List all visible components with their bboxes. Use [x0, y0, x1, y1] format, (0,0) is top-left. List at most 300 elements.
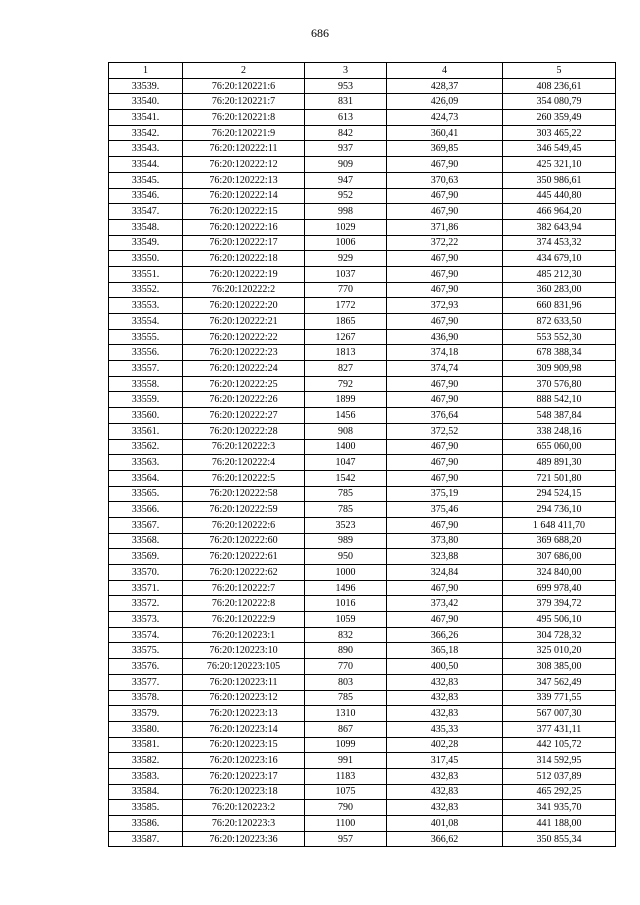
area-cell: 1899 — [305, 392, 387, 408]
rate-cell: 366,26 — [387, 627, 503, 643]
table-row — [109, 502, 616, 518]
row-number-cell: 33548. — [109, 219, 183, 235]
area-cell: 1183 — [305, 768, 387, 784]
area-cell: 1100 — [305, 816, 387, 832]
value-cell: 360 283,00 — [503, 282, 616, 298]
value-cell: 512 037,89 — [503, 768, 616, 784]
value-cell: 441 188,00 — [503, 816, 616, 832]
rate-cell: 375,46 — [387, 502, 503, 518]
cadastral-number-cell: 76:20:120223:12 — [183, 690, 305, 706]
cadastral-number-cell: 76:20:120222:15 — [183, 204, 305, 220]
value-cell: 347 562,49 — [503, 674, 616, 690]
row-number-cell: 33559. — [109, 392, 183, 408]
area-cell: 1059 — [305, 612, 387, 628]
value-cell: 382 643,94 — [503, 219, 616, 235]
area-cell: 785 — [305, 486, 387, 502]
rate-cell: 365,18 — [387, 643, 503, 659]
row-number-cell: 33555. — [109, 329, 183, 345]
cadastral-number-cell: 76:20:120223:36 — [183, 831, 305, 847]
area-cell: 842 — [305, 125, 387, 141]
table-row — [109, 376, 616, 392]
registry-table — [108, 62, 616, 847]
rate-cell: 424,73 — [387, 110, 503, 126]
row-number-cell: 33547. — [109, 204, 183, 220]
row-number-cell: 33543. — [109, 141, 183, 157]
rate-cell: 467,90 — [387, 470, 503, 486]
cadastral-number-cell: 76:20:120222:21 — [183, 314, 305, 330]
area-cell: 929 — [305, 251, 387, 267]
table-row — [109, 816, 616, 832]
row-number-cell: 33560. — [109, 408, 183, 424]
cadastral-number-cell: 76:20:120221:9 — [183, 125, 305, 141]
rate-cell: 432,83 — [387, 768, 503, 784]
cadastral-number-cell: 76:20:120221:7 — [183, 94, 305, 110]
area-cell: 1400 — [305, 439, 387, 455]
cadastral-number-cell: 76:20:120222:24 — [183, 361, 305, 377]
rate-cell: 374,74 — [387, 361, 503, 377]
rate-cell: 432,83 — [387, 706, 503, 722]
row-number-cell: 33557. — [109, 361, 183, 377]
value-cell: 324 840,00 — [503, 565, 616, 581]
column-header-3: 3 — [305, 63, 387, 79]
rate-cell: 467,90 — [387, 266, 503, 282]
row-number-cell: 33565. — [109, 486, 183, 502]
value-cell: 338 248,16 — [503, 423, 616, 439]
table-row — [109, 298, 616, 314]
value-cell: 888 542,10 — [503, 392, 616, 408]
value-cell: 308 385,00 — [503, 659, 616, 675]
cadastral-number-cell: 76:20:120223:2 — [183, 800, 305, 816]
area-cell: 1099 — [305, 737, 387, 753]
table-row — [109, 439, 616, 455]
area-cell: 908 — [305, 423, 387, 439]
cadastral-number-cell: 76:20:120222:11 — [183, 141, 305, 157]
rate-cell: 436,90 — [387, 329, 503, 345]
table-row — [109, 172, 616, 188]
cadastral-number-cell: 76:20:120223:13 — [183, 706, 305, 722]
area-cell: 1772 — [305, 298, 387, 314]
rate-cell: 432,83 — [387, 674, 503, 690]
rate-cell: 432,83 — [387, 690, 503, 706]
table-row — [109, 345, 616, 361]
value-cell: 408 236,61 — [503, 78, 616, 94]
table-row — [109, 78, 616, 94]
value-cell: 379 394,72 — [503, 596, 616, 612]
rate-cell: 375,19 — [387, 486, 503, 502]
row-number-cell: 33549. — [109, 235, 183, 251]
row-number-cell: 33544. — [109, 157, 183, 173]
table-row — [109, 157, 616, 173]
area-cell: 1016 — [305, 596, 387, 612]
rate-cell: 372,52 — [387, 423, 503, 439]
cadastral-number-cell: 76:20:120221:6 — [183, 78, 305, 94]
cadastral-number-cell: 76:20:120223:105 — [183, 659, 305, 675]
table-row — [109, 188, 616, 204]
area-cell: 989 — [305, 533, 387, 549]
table-row — [109, 204, 616, 220]
area-cell: 953 — [305, 78, 387, 94]
area-cell: 832 — [305, 627, 387, 643]
value-cell: 489 891,30 — [503, 455, 616, 471]
value-cell: 370 576,80 — [503, 376, 616, 392]
rate-cell: 467,90 — [387, 204, 503, 220]
table-row — [109, 596, 616, 612]
table-row — [109, 784, 616, 800]
cadastral-number-cell: 76:20:120222:6 — [183, 517, 305, 533]
area-cell: 1267 — [305, 329, 387, 345]
cadastral-number-cell: 76:20:120222:25 — [183, 376, 305, 392]
rate-cell: 400,50 — [387, 659, 503, 675]
table-row — [109, 721, 616, 737]
table-row — [109, 219, 616, 235]
value-cell: 872 633,50 — [503, 314, 616, 330]
area-cell: 952 — [305, 188, 387, 204]
value-cell: 294 524,15 — [503, 486, 616, 502]
table-row — [109, 659, 616, 675]
value-cell: 465 292,25 — [503, 784, 616, 800]
value-cell: 260 359,49 — [503, 110, 616, 126]
row-number-cell: 33542. — [109, 125, 183, 141]
value-cell: 303 465,22 — [503, 125, 616, 141]
column-header-2: 2 — [183, 63, 305, 79]
rate-cell: 467,90 — [387, 455, 503, 471]
cadastral-number-cell: 76:20:120222:23 — [183, 345, 305, 361]
table-row — [109, 110, 616, 126]
row-number-cell: 33566. — [109, 502, 183, 518]
row-number-cell: 33545. — [109, 172, 183, 188]
cadastral-number-cell: 76:20:120223:1 — [183, 627, 305, 643]
row-number-cell: 33553. — [109, 298, 183, 314]
value-cell: 341 935,70 — [503, 800, 616, 816]
area-cell: 1456 — [305, 408, 387, 424]
rate-cell: 467,90 — [387, 314, 503, 330]
row-number-cell: 33567. — [109, 517, 183, 533]
rate-cell: 323,88 — [387, 549, 503, 565]
rate-cell: 467,90 — [387, 580, 503, 596]
cadastral-number-cell: 76:20:120223:18 — [183, 784, 305, 800]
table-row — [109, 737, 616, 753]
cadastral-number-cell: 76:20:120222:8 — [183, 596, 305, 612]
rate-cell: 467,90 — [387, 517, 503, 533]
row-number-cell: 33540. — [109, 94, 183, 110]
area-cell: 1865 — [305, 314, 387, 330]
cadastral-number-cell: 76:20:120223:14 — [183, 721, 305, 737]
table-header — [109, 63, 616, 79]
row-number-cell: 33569. — [109, 549, 183, 565]
row-number-cell: 33586. — [109, 816, 183, 832]
value-cell: 339 771,55 — [503, 690, 616, 706]
table-row — [109, 674, 616, 690]
table-row — [109, 94, 616, 110]
rate-cell: 373,42 — [387, 596, 503, 612]
row-number-cell: 33578. — [109, 690, 183, 706]
cadastral-number-cell: 76:20:120222:22 — [183, 329, 305, 345]
row-number-cell: 33564. — [109, 470, 183, 486]
table-row — [109, 690, 616, 706]
rate-cell: 432,83 — [387, 800, 503, 816]
value-cell: 434 679,10 — [503, 251, 616, 267]
area-cell: 770 — [305, 282, 387, 298]
cadastral-number-cell: 76:20:120222:12 — [183, 157, 305, 173]
row-number-cell: 33575. — [109, 643, 183, 659]
row-number-cell: 33546. — [109, 188, 183, 204]
table-row — [109, 125, 616, 141]
value-cell: 350 855,34 — [503, 831, 616, 847]
table-row — [109, 314, 616, 330]
row-number-cell: 33554. — [109, 314, 183, 330]
rate-cell: 371,86 — [387, 219, 503, 235]
area-cell: 613 — [305, 110, 387, 126]
area-cell: 803 — [305, 674, 387, 690]
table-row — [109, 753, 616, 769]
row-number-cell: 33585. — [109, 800, 183, 816]
area-cell: 947 — [305, 172, 387, 188]
value-cell: 294 736,10 — [503, 502, 616, 518]
cadastral-number-cell: 76:20:120222:14 — [183, 188, 305, 204]
cadastral-number-cell: 76:20:120222:17 — [183, 235, 305, 251]
table-row — [109, 612, 616, 628]
area-cell: 1813 — [305, 345, 387, 361]
value-cell: 466 964,20 — [503, 204, 616, 220]
column-header-1: 1 — [109, 63, 183, 79]
row-number-cell: 33583. — [109, 768, 183, 784]
value-cell: 495 506,10 — [503, 612, 616, 628]
area-cell: 1037 — [305, 266, 387, 282]
rate-cell: 467,90 — [387, 282, 503, 298]
table-row — [109, 800, 616, 816]
area-cell: 792 — [305, 376, 387, 392]
rate-cell: 467,90 — [387, 251, 503, 267]
area-cell: 991 — [305, 753, 387, 769]
area-cell: 867 — [305, 721, 387, 737]
value-cell: 346 549,45 — [503, 141, 616, 157]
area-cell: 1075 — [305, 784, 387, 800]
cadastral-number-cell: 76:20:120222:3 — [183, 439, 305, 455]
area-cell: 1000 — [305, 565, 387, 581]
rate-cell: 467,90 — [387, 188, 503, 204]
value-cell: 660 831,96 — [503, 298, 616, 314]
value-cell: 485 212,30 — [503, 266, 616, 282]
row-number-cell: 33539. — [109, 78, 183, 94]
row-number-cell: 33581. — [109, 737, 183, 753]
table-row — [109, 831, 616, 847]
value-cell: 678 388,34 — [503, 345, 616, 361]
row-number-cell: 33576. — [109, 659, 183, 675]
cadastral-number-cell: 76:20:120222:27 — [183, 408, 305, 424]
value-cell: 425 321,10 — [503, 157, 616, 173]
area-cell: 1047 — [305, 455, 387, 471]
row-number-cell: 33562. — [109, 439, 183, 455]
rate-cell: 432,83 — [387, 784, 503, 800]
row-number-cell: 33558. — [109, 376, 183, 392]
table-row — [109, 392, 616, 408]
table-row — [109, 549, 616, 565]
rate-cell: 435,33 — [387, 721, 503, 737]
rate-cell: 324,84 — [387, 565, 503, 581]
value-cell: 567 007,30 — [503, 706, 616, 722]
rate-cell: 428,37 — [387, 78, 503, 94]
row-number-cell: 33580. — [109, 721, 183, 737]
cadastral-number-cell: 76:20:120222:61 — [183, 549, 305, 565]
table-row — [109, 470, 616, 486]
cadastral-number-cell: 76:20:120222:16 — [183, 219, 305, 235]
value-cell: 553 552,30 — [503, 329, 616, 345]
cadastral-number-cell: 76:20:120223:3 — [183, 816, 305, 832]
value-cell: 369 688,20 — [503, 533, 616, 549]
cadastral-number-cell: 76:20:120222:4 — [183, 455, 305, 471]
cadastral-number-cell: 76:20:120223:17 — [183, 768, 305, 784]
area-cell: 909 — [305, 157, 387, 173]
cadastral-number-cell: 76:20:120221:8 — [183, 110, 305, 126]
table-row — [109, 235, 616, 251]
cadastral-number-cell: 76:20:120223:11 — [183, 674, 305, 690]
area-cell: 937 — [305, 141, 387, 157]
rate-cell: 467,90 — [387, 392, 503, 408]
rate-cell: 467,90 — [387, 439, 503, 455]
row-number-cell: 33571. — [109, 580, 183, 596]
table-row — [109, 580, 616, 596]
row-number-cell: 33577. — [109, 674, 183, 690]
row-number-cell: 33550. — [109, 251, 183, 267]
area-cell: 1006 — [305, 235, 387, 251]
area-cell: 998 — [305, 204, 387, 220]
cadastral-number-cell: 76:20:120222:20 — [183, 298, 305, 314]
rate-cell: 467,90 — [387, 157, 503, 173]
row-number-cell: 33563. — [109, 455, 183, 471]
rate-cell: 369,85 — [387, 141, 503, 157]
rate-cell: 426,09 — [387, 94, 503, 110]
cadastral-number-cell: 76:20:120222:13 — [183, 172, 305, 188]
table-row — [109, 627, 616, 643]
value-cell: 350 986,61 — [503, 172, 616, 188]
cadastral-number-cell: 76:20:120222:2 — [183, 282, 305, 298]
cadastral-number-cell: 76:20:120222:62 — [183, 565, 305, 581]
rate-cell: 372,93 — [387, 298, 503, 314]
table-row — [109, 266, 616, 282]
cadastral-number-cell: 76:20:120223:16 — [183, 753, 305, 769]
cadastral-number-cell: 76:20:120222:59 — [183, 502, 305, 518]
row-number-cell: 33551. — [109, 266, 183, 282]
row-number-cell: 33541. — [109, 110, 183, 126]
row-number-cell: 33561. — [109, 423, 183, 439]
area-cell: 1496 — [305, 580, 387, 596]
rate-cell: 374,18 — [387, 345, 503, 361]
table-row — [109, 423, 616, 439]
header-row — [109, 63, 616, 79]
value-cell: 442 105,72 — [503, 737, 616, 753]
row-number-cell: 33587. — [109, 831, 183, 847]
rate-cell: 366,62 — [387, 831, 503, 847]
cadastral-number-cell: 76:20:120223:15 — [183, 737, 305, 753]
rate-cell: 401,08 — [387, 816, 503, 832]
table-row — [109, 329, 616, 345]
row-number-cell: 33574. — [109, 627, 183, 643]
row-number-cell: 33568. — [109, 533, 183, 549]
table-row — [109, 706, 616, 722]
cadastral-number-cell: 76:20:120223:10 — [183, 643, 305, 659]
column-header-4: 4 — [387, 63, 503, 79]
area-cell: 770 — [305, 659, 387, 675]
table-row — [109, 455, 616, 471]
cadastral-number-cell: 76:20:120222:9 — [183, 612, 305, 628]
rate-cell: 370,63 — [387, 172, 503, 188]
page-number: 686 — [311, 26, 329, 40]
table-body — [109, 78, 616, 847]
area-cell: 827 — [305, 361, 387, 377]
value-cell: 699 978,40 — [503, 580, 616, 596]
value-cell: 325 010,20 — [503, 643, 616, 659]
value-cell: 354 080,79 — [503, 94, 616, 110]
area-cell: 785 — [305, 690, 387, 706]
rate-cell: 317,45 — [387, 753, 503, 769]
area-cell: 950 — [305, 549, 387, 565]
column-header-5: 5 — [503, 63, 616, 79]
area-cell: 3523 — [305, 517, 387, 533]
value-cell: 721 501,80 — [503, 470, 616, 486]
value-cell: 304 728,32 — [503, 627, 616, 643]
table-row — [109, 643, 616, 659]
rate-cell: 376,64 — [387, 408, 503, 424]
cadastral-number-cell: 76:20:120222:28 — [183, 423, 305, 439]
cadastral-number-cell: 76:20:120222:5 — [183, 470, 305, 486]
table-row — [109, 408, 616, 424]
area-cell: 890 — [305, 643, 387, 659]
table-row — [109, 282, 616, 298]
table-row — [109, 251, 616, 267]
row-number-cell: 33582. — [109, 753, 183, 769]
value-cell: 1 648 411,70 — [503, 517, 616, 533]
table-row — [109, 486, 616, 502]
rate-cell: 467,90 — [387, 376, 503, 392]
value-cell: 548 387,84 — [503, 408, 616, 424]
table-row — [109, 565, 616, 581]
row-number-cell: 33584. — [109, 784, 183, 800]
row-number-cell: 33556. — [109, 345, 183, 361]
rate-cell: 372,22 — [387, 235, 503, 251]
table-row — [109, 141, 616, 157]
row-number-cell: 33552. — [109, 282, 183, 298]
cadastral-number-cell: 76:20:120222:19 — [183, 266, 305, 282]
area-cell: 957 — [305, 831, 387, 847]
area-cell: 831 — [305, 94, 387, 110]
row-number-cell: 33570. — [109, 565, 183, 581]
row-number-cell: 33572. — [109, 596, 183, 612]
area-cell: 1542 — [305, 470, 387, 486]
cadastral-number-cell: 76:20:120222:7 — [183, 580, 305, 596]
rate-cell: 402,28 — [387, 737, 503, 753]
cadastral-number-cell: 76:20:120222:60 — [183, 533, 305, 549]
cadastral-number-cell: 76:20:120222:26 — [183, 392, 305, 408]
area-cell: 785 — [305, 502, 387, 518]
area-cell: 1310 — [305, 706, 387, 722]
table-row — [109, 768, 616, 784]
value-cell: 314 592,95 — [503, 753, 616, 769]
rate-cell: 467,90 — [387, 612, 503, 628]
rate-cell: 373,80 — [387, 533, 503, 549]
table-row — [109, 533, 616, 549]
value-cell: 377 431,11 — [503, 721, 616, 737]
area-cell: 1029 — [305, 219, 387, 235]
value-cell: 445 440,80 — [503, 188, 616, 204]
row-number-cell: 33579. — [109, 706, 183, 722]
value-cell: 655 060,00 — [503, 439, 616, 455]
cadastral-number-cell: 76:20:120222:58 — [183, 486, 305, 502]
area-cell: 790 — [305, 800, 387, 816]
table-row — [109, 361, 616, 377]
row-number-cell: 33573. — [109, 612, 183, 628]
value-cell: 309 909,98 — [503, 361, 616, 377]
cadastral-number-cell: 76:20:120222:18 — [183, 251, 305, 267]
